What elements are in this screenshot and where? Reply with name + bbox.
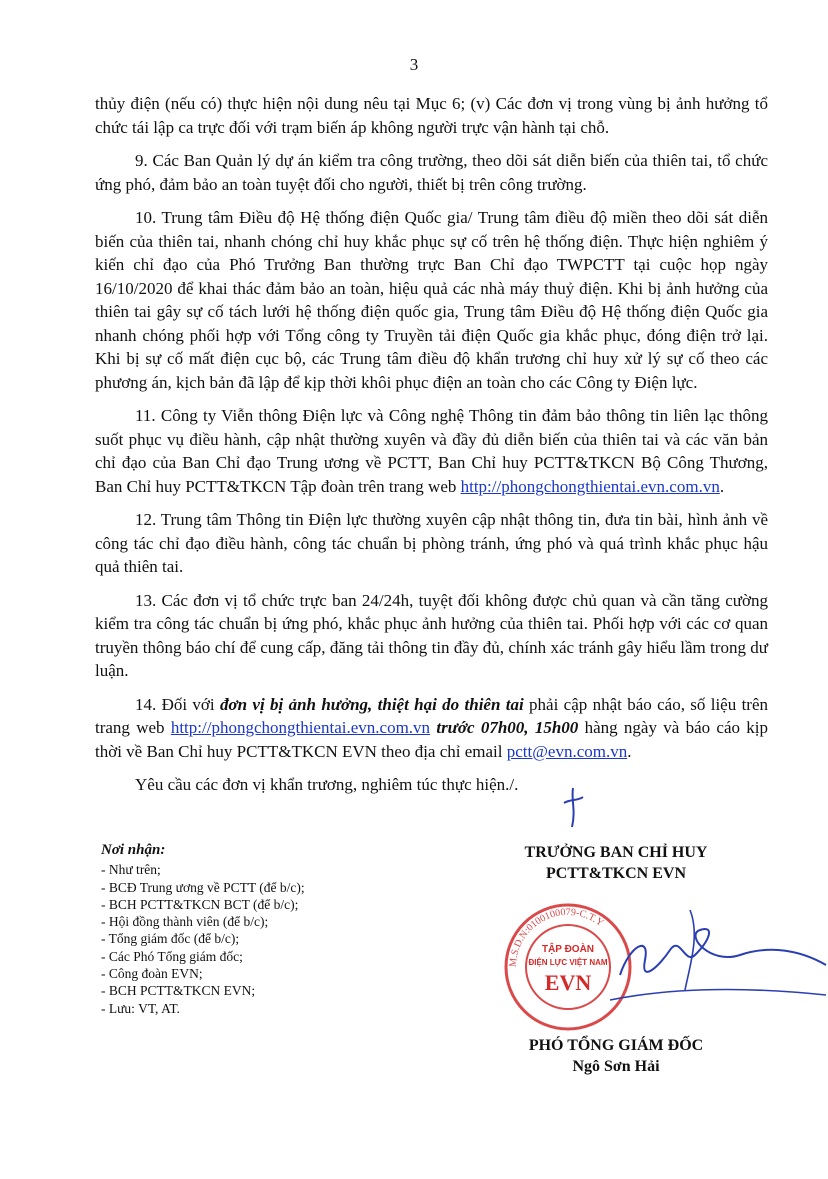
- paragraph-10: 10. Trung tâm Điều độ Hệ thống điện Quốc gia/ Trung tâm điều độ miền theo dõi sát diễn biến của thiên tai, nhanh chóng chỉ huy khắc phục sự cố trên hệ thống điện. Thực hiện nghiêm ý kiến chỉ đạo của Phó Trưởng Ban thường trực Ban Chỉ đạo TWPCTT tại cuộc họp ngày 16/10/2020 để khai thác đảm bảo an toàn, hiệu quả các nhà máy thuỷ điện. Khi bị ảnh hưởng của thiên tai gây sự cố tách lưới hệ thống điện quốc gia, Trung tâm Điều độ Hệ thống điện Quốc gia nhanh chóng phối hợp với Tổng công ty Truyền tải điện Quốc gia khắc phục, đóng điện trở lại. Khi bị sự cố mất điện cục bộ, các Trung tâm điều độ khẩn trương chỉ huy xử lý sự cố theo các phương án, kịch bản đã lập để kịp thời khôi phục điện an toàn cho các Công ty Điện lực.: [95, 208, 768, 392]
- website-link-2[interactable]: http://phongchongthientai.evn.com.vn: [170, 718, 431, 737]
- paragraph-14-a: 14. Đối với: [135, 694, 220, 714]
- paragraph-13: 13. Các đơn vị tổ chức trực ban 24/24h, tuyệt đối không được chủ quan và cần tăng cường kiểm tra công tác chuẩn bị ứng phó, khắc phục ảnh hưởng của thiên tai. Phối hợp với các cơ quan truyền thông báo chí để cung cấp, đăng tải thông tin đầy đủ, chính xác tránh gây hiểu lầm trong dư luận.: [95, 590, 768, 680]
- recipient-item: - BCĐ Trung ương về PCTT (để b/c);: [101, 879, 305, 895]
- paragraph-11-end: .: [719, 476, 725, 496]
- paragraph-14-c: phải cập nhật báo cáo, số liệu trên trang web: [95, 694, 769, 737]
- recipients-title: Nơi nhận:: [101, 842, 166, 858]
- deadline-text: trước 07h00, 15h00: [436, 718, 579, 737]
- seal-logo-text: EVN: [544, 970, 592, 995]
- signature-title: [480, 842, 752, 884]
- seal-top-text: TẬP ĐOÀN: [541, 944, 595, 955]
- signature-title-line2: PCTT&TKCN EVN: [545, 865, 686, 882]
- paragraph-9: 9. Các Ban Quản lý dự án kiểm tra công trường, theo dõi sát diễn biến của thiên tai, tổ chức ứng phó, đảm bảo an toàn tuyệt đối cho người, thiết bị trên công trường.: [95, 151, 768, 194]
- recipient-item: - Công đoàn EVN;: [101, 966, 203, 982]
- recipient-item: - BCH PCTT&TKCN EVN;: [101, 983, 256, 999]
- paragraph-14-emphasis: đơn vị bị ảnh hưởng, thiệt hại do thiên tai: [220, 694, 524, 714]
- paragraph-11: [95, 404, 768, 498]
- page-number: 3: [409, 55, 419, 74]
- recipient-item: - Lưu: VT, AT.: [101, 1000, 180, 1016]
- paragraph-14-g: .: [627, 741, 632, 761]
- website-link[interactable]: http://phongchongthientai.evn.com.vn: [460, 476, 720, 496]
- signer-role: PHÓ TỔNG GIÁM ĐỐC: [528, 1037, 704, 1054]
- paragraph-14-f: hàng ngày và báo cáo kịp thời về Ban Chỉ huy PCTT&TKCN EVN theo địa chỉ email: [95, 718, 768, 761]
- seal-ring-text: M.S.D.N:0100100079-C.T.Y: [507, 906, 606, 968]
- signer-block: [480, 1035, 752, 1077]
- document-body: [95, 92, 768, 807]
- paragraph-continuation: thủy điện (nếu có) thực hiện nội dung nêu tại Mục 6; (v) Các đơn vị trong vùng bị ảnh hưởng tổ chức tái lập ca trực đối với trạm biến áp không người trực vận hành tại chỗ.: [95, 94, 768, 137]
- closing-line: Yêu cầu các đơn vị khẩn trương, nghiêm túc thực hiện./.: [135, 775, 519, 794]
- recipient-item: - Các Phó Tổng giám đốc;: [101, 948, 243, 964]
- handwritten-signature-icon: [590, 905, 828, 1025]
- signer-name: Ngô Sơn Hải: [572, 1058, 660, 1075]
- recipient-item: - BCH PCTT&TKCN BCT (để b/c);: [101, 896, 299, 912]
- signature-title-line1: TRƯỞNG BAN CHỈ HUY: [524, 844, 708, 861]
- paragraph-12: 12. Trung tâm Thông tin Điện lực thường xuyên cập nhật thông tin, đưa tin bài, hình ảnh về công tác chỉ đạo điều hành, công tác chuẩn bị phòng tránh, ứng phó và quá trình khắc phục hậu quả thiên tai.: [95, 510, 768, 576]
- recipients-list: [101, 842, 305, 1017]
- paragraph-14: [95, 693, 768, 764]
- recipient-item: - Như trên;: [101, 862, 161, 878]
- recipient-item: - Tổng giám đốc (để b/c);: [101, 931, 240, 947]
- recipient-item: - Hội đồng thành viên (để b/c);: [101, 914, 269, 930]
- email-link[interactable]: pctt@evn.com.vn: [506, 741, 628, 761]
- initial-mark-icon: [558, 785, 588, 830]
- paragraph-11-text: 11. Công ty Viễn thông Điện lực và Công nghệ Thông tin đảm bảo thông tin liên lạc thông suốt phục vụ điều hành, cập nhật thường xuyên và đầy đủ diễn biến của thiên tai và các văn bản chỉ đạo của Ban Chỉ đạo Trung ương về PCTT, Ban Chỉ huy PCTT&TKCN Bộ Công Thương, Ban Chỉ huy PCTT&TKCN Tập đoàn trên trang web: [95, 406, 768, 496]
- seal-mid-text: ĐIỆN LỰC VIỆT NAM: [528, 958, 608, 967]
